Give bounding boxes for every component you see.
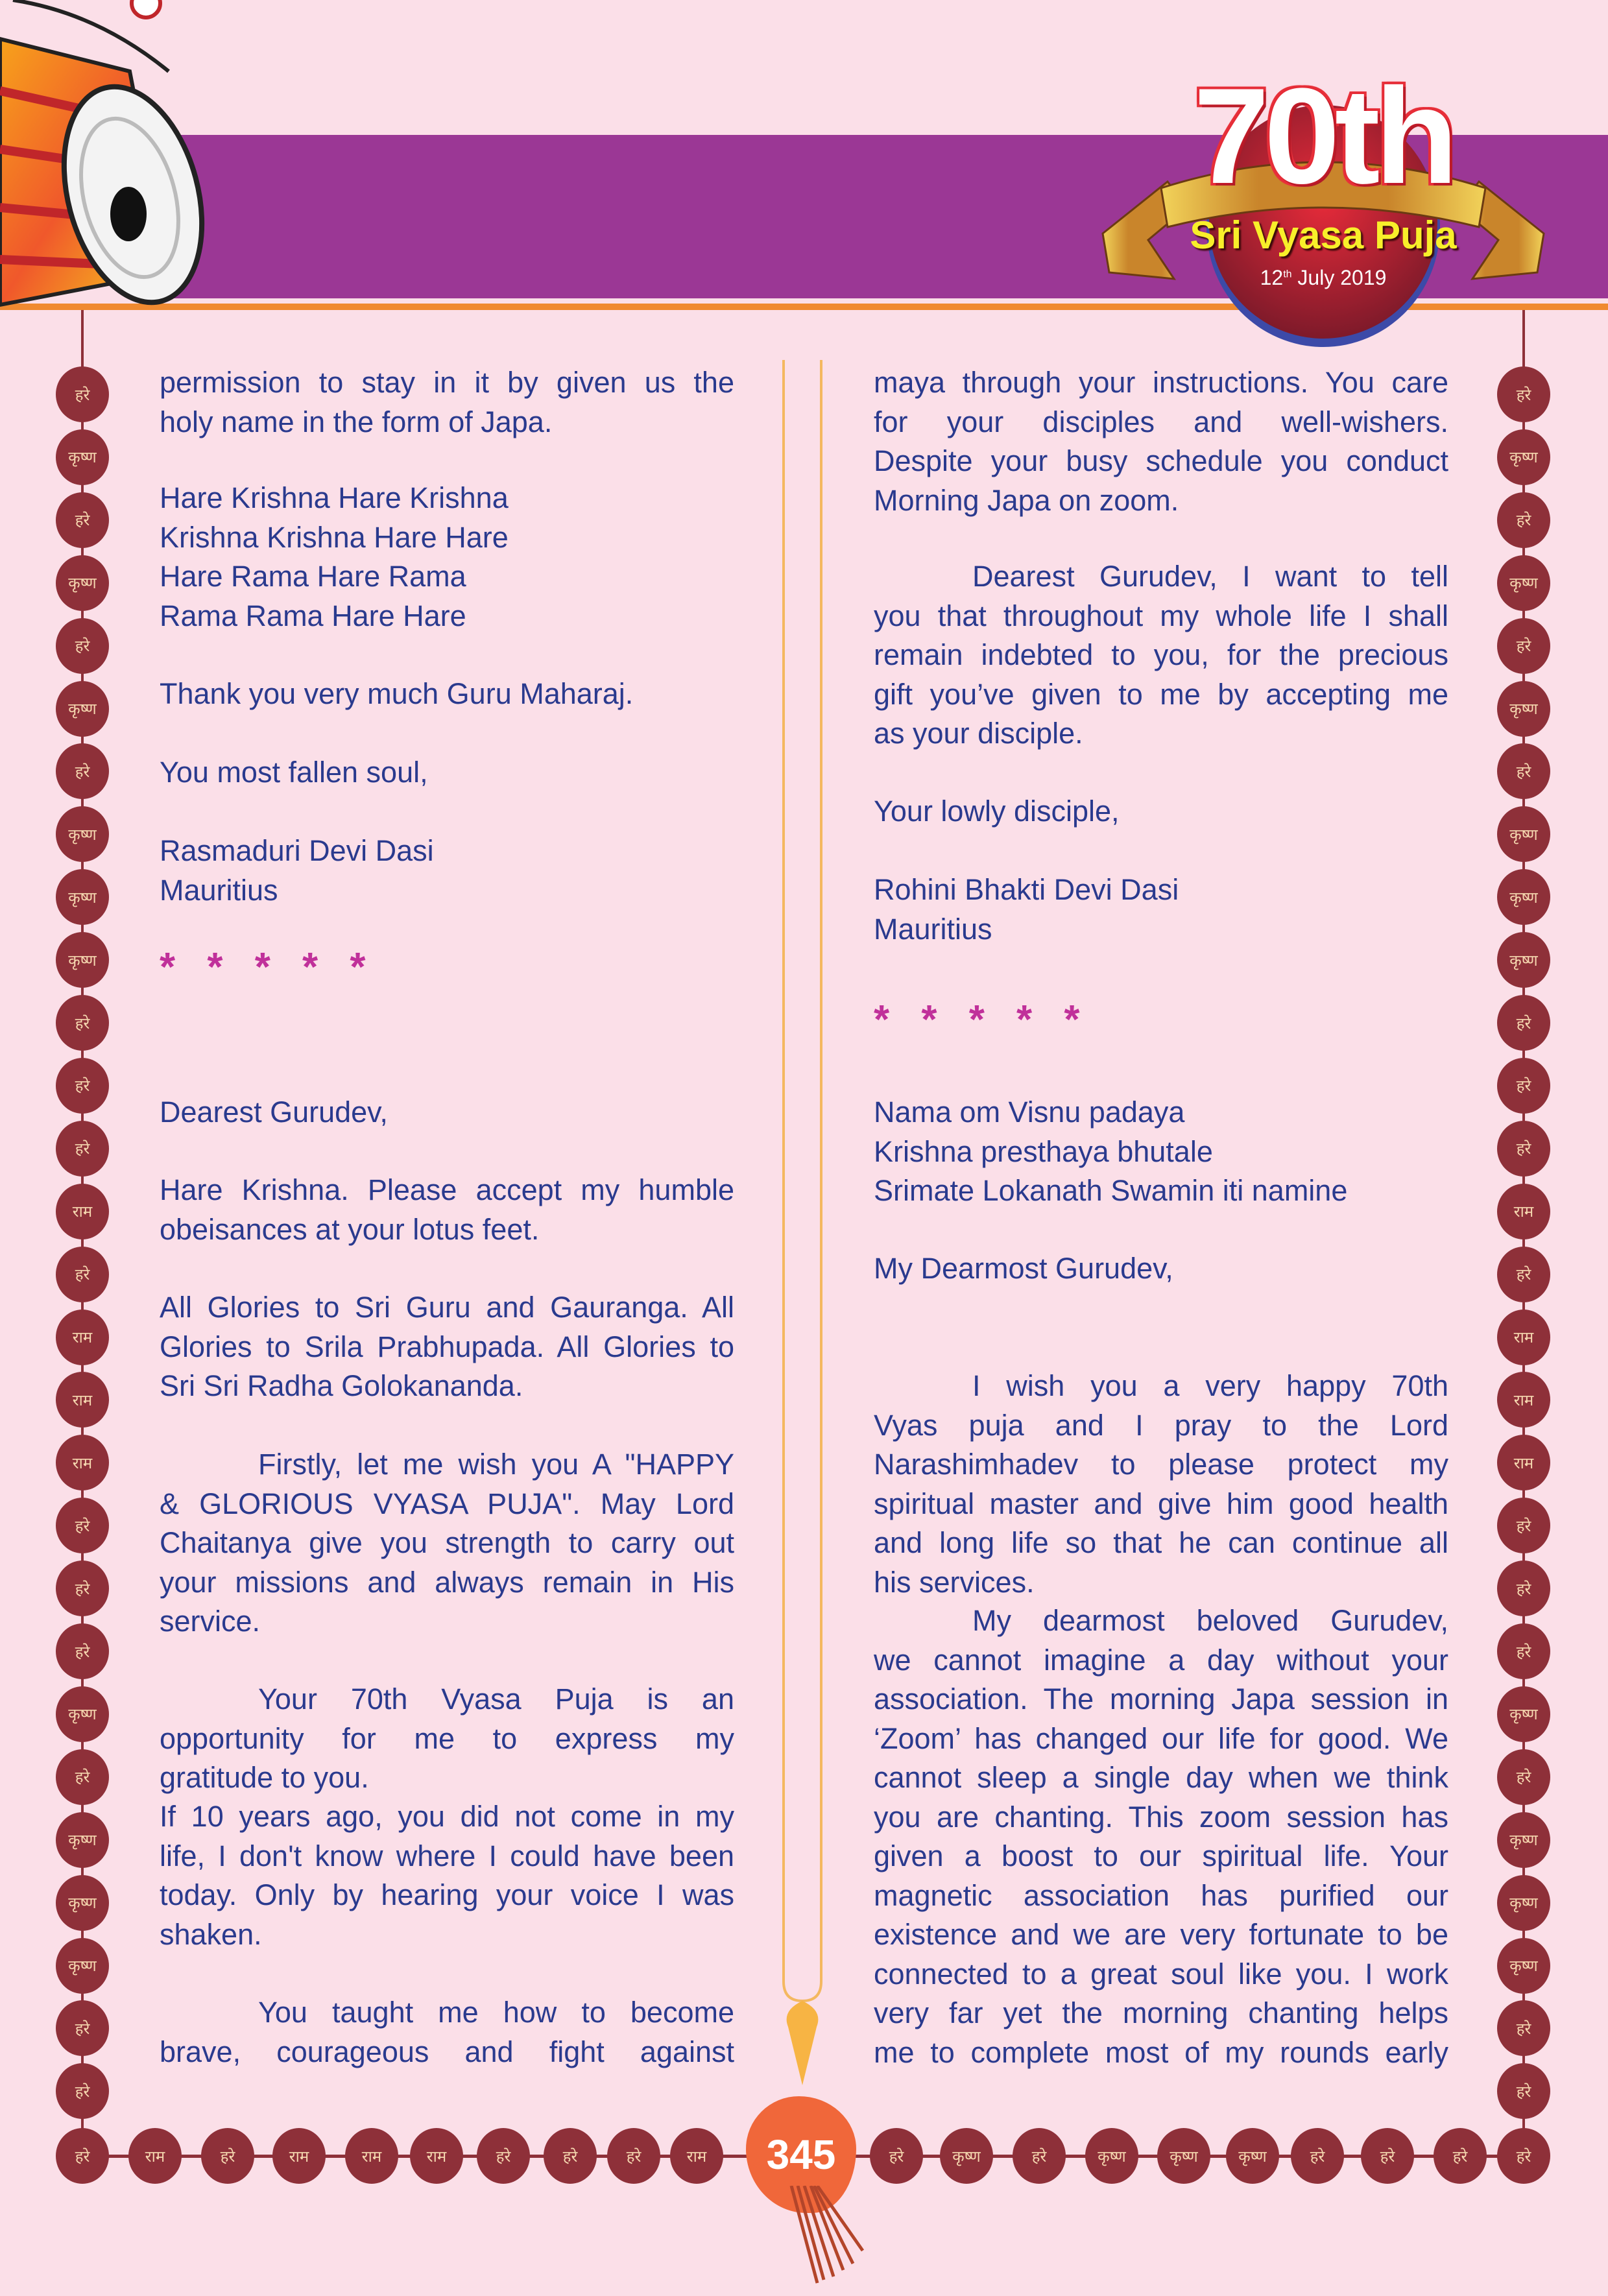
bead-left: हरे	[56, 1498, 109, 1553]
text-line: Firstly, let me wish you A "HAPPY	[258, 1448, 734, 1481]
paragraph	[874, 1367, 1448, 1602]
bead-bottom: हरे	[607, 2128, 660, 2184]
bead-left: हरे	[56, 1749, 109, 1805]
bead-left: कृष्ण	[56, 806, 109, 862]
bead-left: हरे	[56, 366, 109, 422]
text-line: ‘Zoom’ has changed our life for good. We	[874, 1721, 1448, 1755]
text-line: Krishna Krishna Hare Hare	[160, 520, 509, 554]
bead-left: हरे	[56, 1058, 109, 1114]
text-line: maya through your instructions. You care	[874, 366, 1448, 399]
badge-date	[1096, 266, 1550, 290]
text-line: obeisances at your lotus feet.	[160, 1212, 540, 1246]
paragraph	[160, 1797, 734, 1954]
bead-left: कृष्ण	[56, 681, 109, 737]
bead-left: राम	[56, 1184, 109, 1239]
text-line: Srimate Lokanath Swamin iti namine	[874, 1174, 1348, 1207]
text-line: Mauritius	[160, 873, 278, 907]
bead-right: राम	[1497, 1309, 1550, 1365]
paragraph	[874, 792, 1448, 831]
text-line: his services.	[874, 1565, 1035, 1599]
bead-right: हरे	[1497, 1121, 1550, 1177]
text-line: you are chanting. This zoom session has	[874, 1800, 1448, 1834]
text-line: Despite your busy schedule you conduct	[874, 444, 1448, 477]
bead-right: हरे	[1497, 2000, 1550, 2056]
text-line: Hare Krishna. Please accept my humble	[160, 1173, 734, 1206]
text-line: me to complete most of my rounds early	[874, 2035, 1448, 2069]
text-line: remain indebted to you, for the precious	[874, 638, 1448, 671]
bead-right: हरे	[1497, 1058, 1550, 1114]
text-line: Morning Japa on zoom.	[874, 483, 1179, 517]
bead-right: कृष्ण	[1497, 932, 1550, 988]
paragraph	[874, 1093, 1448, 1211]
paragraph	[874, 1601, 1448, 2072]
bead-left: हरे	[56, 743, 109, 799]
bead-right: राम	[1497, 1435, 1550, 1490]
bead-bottom: कृष्ण	[1085, 2128, 1138, 2184]
bead-bottom: हरे	[477, 2128, 530, 2184]
bead-right: हरे	[1497, 492, 1550, 548]
bead-right: कृष्ण	[1497, 869, 1550, 925]
bead-right: कृष्ण	[1497, 1938, 1550, 1994]
text-line: association. The morning Japa session in	[874, 1682, 1448, 1716]
badge-title: Sri Vyasa Puja	[1190, 213, 1457, 257]
text-line: Your lowly disciple,	[874, 795, 1120, 828]
drum-icon	[0, 0, 214, 318]
badge-date-suffix: th	[1283, 269, 1292, 280]
bead-left: कृष्ण	[56, 1875, 109, 1931]
text-line: Thank you very much Guru Maharaj.	[160, 677, 634, 710]
bead-left: हरे	[56, 1247, 109, 1302]
text-line: My dearmost beloved Gurudev,	[972, 1604, 1448, 1637]
text-line: we cannot imagine a day without your	[874, 1643, 1448, 1677]
bead-left: कृष्ण	[56, 555, 109, 611]
text-line: Glories to Srila Prabhupada. All Glories to	[160, 1330, 734, 1363]
bead-bottom: हरे	[870, 2128, 923, 2184]
text-line: brave, courageous and fight against	[160, 2035, 734, 2068]
bead-bottom: हरे	[1497, 2128, 1550, 2184]
pendant-icon	[787, 2001, 819, 2085]
badge-date-month-year: July 2019	[1291, 266, 1387, 289]
text-line: service.	[160, 1605, 261, 1638]
bead-left: कृष्ण	[56, 932, 109, 988]
bead-bottom: राम	[128, 2128, 182, 2184]
text-line: My Dearmost Gurudev,	[874, 1252, 1173, 1285]
text-line: existence and we are very fortunate to be	[874, 1918, 1448, 1951]
bead-right: राम	[1497, 1372, 1550, 1428]
text-line: Krishna presthaya bhutale	[874, 1134, 1213, 1168]
paragraph	[160, 1093, 734, 1132]
text-line: Rohini Bhakti Devi Dasi	[874, 873, 1179, 906]
text-line: for your disciples and well-wishers.	[874, 405, 1448, 438]
bead-right: कृष्ण	[1497, 681, 1550, 737]
text-line: connected to a great soul like you. I work	[874, 1957, 1448, 1991]
bead-bottom: हरे	[544, 2128, 597, 2184]
bead-left: कृष्ण	[56, 429, 109, 485]
column-divider	[772, 360, 837, 2092]
text-line: Mauritius	[874, 912, 992, 946]
text-line: Hare Rama Hare Rama	[160, 560, 466, 593]
bead-bottom: राम	[410, 2128, 463, 2184]
bead-right: कृष्ण	[1497, 1875, 1550, 1931]
bead-right: हरे	[1497, 1561, 1550, 1616]
text-line: given a boost to our spiritual life. Your	[874, 1839, 1448, 1872]
bead-left: हरे	[56, 1623, 109, 1679]
text-line: you that throughout my whole life I shall	[874, 599, 1448, 632]
bead-right: हरे	[1497, 366, 1550, 422]
paragraph	[874, 1249, 1448, 1289]
text-line: your missions and always remain in His	[160, 1565, 734, 1599]
text-line: holy name in the form of Japa.	[160, 405, 553, 438]
bead-right: कृष्ण	[1497, 1686, 1550, 1742]
text-line: permission to stay in it by given us the	[160, 366, 734, 399]
text-line: Rama Rama Hare Hare	[160, 599, 466, 632]
bead-right: हरे	[1497, 1749, 1550, 1805]
bead-right: राम	[1497, 1184, 1550, 1239]
text-line: magnetic association has purified our	[874, 1878, 1448, 1912]
bead-right: कृष्ण	[1497, 1812, 1550, 1868]
text-line: today. Only by hearing your voice I was	[160, 1878, 734, 1911]
text-line: Rasmaduri Devi Dasi	[160, 834, 434, 867]
bead-left: हरे	[56, 995, 109, 1051]
paragraph	[160, 363, 734, 442]
bead-bottom: राम	[272, 2128, 326, 2184]
text-line: You most fallen soul,	[160, 756, 428, 789]
bead-left: कृष्ण	[56, 1812, 109, 1868]
text-line: All Glories to Sri Guru and Gauranga. All	[160, 1291, 734, 1324]
separator-stars: * * * * *	[160, 945, 376, 990]
bead-left: राम	[56, 1435, 109, 1490]
paragraph	[160, 1171, 734, 1249]
bead-right: हरे	[1497, 1623, 1550, 1679]
bead-right: हरे	[1497, 2063, 1550, 2119]
bead-right: हरे	[1497, 1247, 1550, 1302]
bead-right: हरे	[1497, 743, 1550, 799]
bead-bottom: हरे	[201, 2128, 254, 2184]
text-line: Chaitanya give you strength to carry out	[160, 1526, 734, 1559]
paragraph	[160, 831, 734, 910]
paragraph	[160, 479, 734, 636]
text-line: Narashimhadev to please protect my	[874, 1448, 1448, 1481]
bead-bottom: हरे	[1291, 2128, 1344, 2184]
badge-date-day: 12	[1260, 266, 1284, 289]
bead-left: हरे	[56, 2000, 109, 2056]
bead-left: कृष्ण	[56, 1686, 109, 1742]
section-separator-stars	[874, 998, 1448, 1042]
bead-left: हरे	[56, 618, 109, 674]
text-line: gratitude to you.	[160, 1761, 369, 1794]
text-line: Dearest Gurudev,	[160, 1095, 388, 1129]
bead-bottom: हरे	[56, 2128, 109, 2184]
bead-right: कृष्ण	[1497, 555, 1550, 611]
section-separator-stars	[160, 945, 734, 990]
bead-right: हरे	[1497, 1498, 1550, 1553]
bead-right: हरे	[1497, 995, 1550, 1051]
bead-left: हरे	[56, 1121, 109, 1177]
bead-bottom: राम	[345, 2128, 398, 2184]
bead-right: कृष्ण	[1497, 806, 1550, 862]
bead-left: कृष्ण	[56, 869, 109, 925]
text-line: life, I don't know where I could have been	[160, 1839, 734, 1872]
paragraph	[160, 753, 734, 793]
text-line: Nama om Visnu padaya	[874, 1095, 1185, 1129]
text-line: and long life so that he can continue all	[874, 1526, 1448, 1559]
text-line: You taught me how to become	[258, 1996, 734, 2029]
text-line: & GLORIOUS VYASA PUJA". May Lord	[160, 1487, 734, 1520]
bead-left: हरे	[56, 2063, 109, 2119]
bead-bottom: राम	[670, 2128, 723, 2184]
paragraph	[874, 557, 1448, 754]
bead-bottom: कृष्ण	[1157, 2128, 1210, 2184]
text-line: Your 70th Vyasa Puja is an	[258, 1682, 734, 1716]
bead-left: हरे	[56, 1561, 109, 1616]
text-line: cannot sleep a single day when we think	[874, 1761, 1448, 1794]
text-line: Dearest Gurudev, I want to tell	[972, 560, 1448, 593]
paragraph	[160, 1680, 734, 1798]
paragraph	[160, 1288, 734, 1406]
bead-left: हरे	[56, 492, 109, 548]
text-line: Vyas puja and I pray to the Lord	[874, 1408, 1448, 1442]
badge-number: 70th	[1194, 60, 1453, 212]
bead-bottom: कृष्ण	[1226, 2128, 1279, 2184]
text-line: as your disciple.	[874, 717, 1083, 750]
paragraph	[160, 675, 734, 714]
bead-bottom: हरे	[1361, 2128, 1414, 2184]
text-line: If 10 years ago, you did not come in my	[160, 1800, 734, 1833]
paragraph	[160, 1993, 734, 2072]
bead-bottom: हरे	[1013, 2128, 1066, 2184]
paragraph	[874, 363, 1448, 520]
bead-bottom: हरे	[1434, 2128, 1487, 2184]
text-line: opportunity for me to express my	[160, 1721, 734, 1755]
text-line: spiritual master and give him good health	[874, 1487, 1448, 1520]
page-number: 345	[746, 2096, 856, 2213]
bead-left: राम	[56, 1372, 109, 1428]
paragraph	[874, 870, 1448, 949]
text-line: very far yet the morning chanting helps	[874, 1996, 1448, 2029]
text-line: Sri Sri Radha Golokananda.	[160, 1369, 523, 1402]
text-line: Hare Krishna Hare Krishna	[160, 481, 509, 514]
bead-left: राम	[56, 1309, 109, 1365]
tassel-icon	[778, 2186, 876, 2296]
separator-stars: * * * * *	[874, 998, 1090, 1042]
anniversary-badge	[1096, 60, 1550, 350]
bead-right: कृष्ण	[1497, 429, 1550, 485]
text-line: shaken.	[160, 1917, 262, 1951]
text-line: gift you’ve given to me by accepting me	[874, 677, 1448, 711]
text-line: I wish you a very happy 70th	[972, 1369, 1448, 1402]
paragraph	[160, 1445, 734, 1642]
bead-left: कृष्ण	[56, 1938, 109, 1994]
bead-bottom: कृष्ण	[940, 2128, 993, 2184]
bead-right: हरे	[1497, 618, 1550, 674]
